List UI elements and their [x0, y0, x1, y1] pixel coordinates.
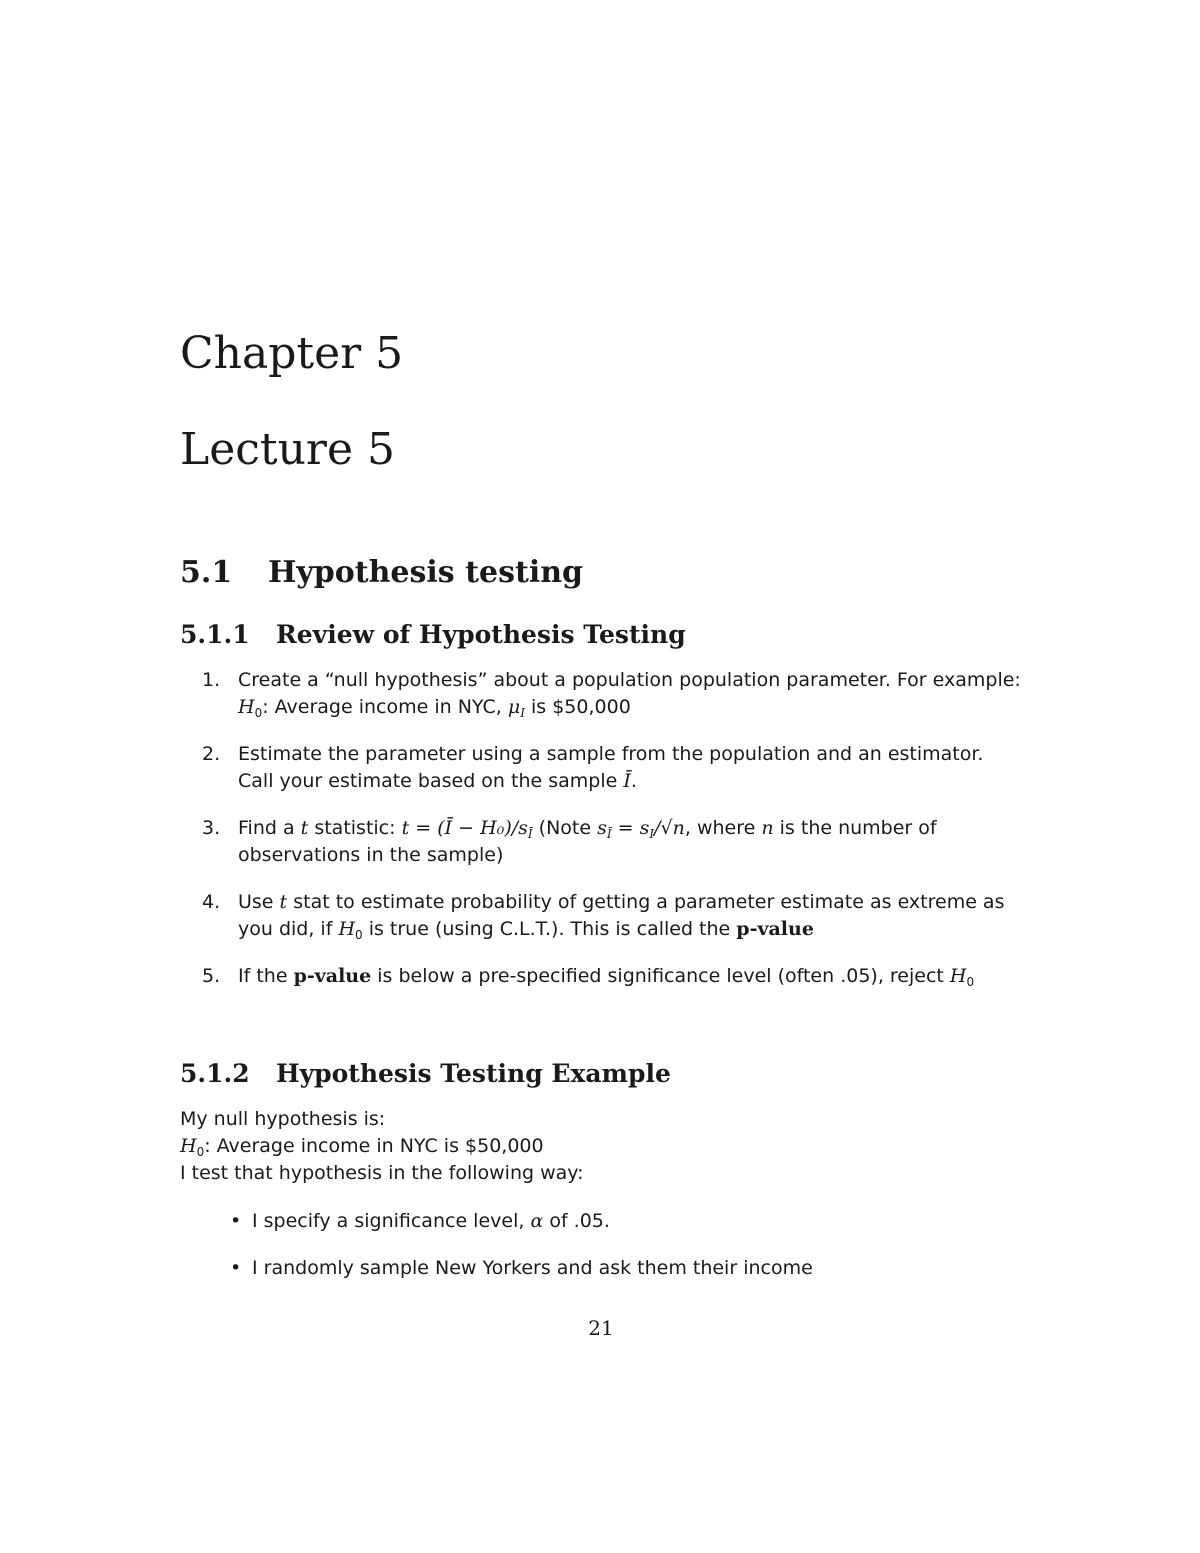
- lecture-heading: Lecture 5: [180, 424, 395, 475]
- list-item: [180, 815, 1022, 869]
- review-steps-list: [180, 667, 1022, 990]
- bullet-icon: •: [230, 1257, 242, 1279]
- list-item: [180, 1255, 1022, 1282]
- example-bullet-list: [180, 1208, 1022, 1282]
- t-formula: t = (Ī − H₀)/s: [401, 817, 528, 839]
- item-label: 1.: [202, 669, 221, 691]
- list-item: [180, 741, 1022, 795]
- item-body: is the number of observations in the sample): [238, 817, 937, 866]
- list-item: [180, 889, 1022, 943]
- bullet-icon: •: [230, 1210, 242, 1232]
- item-body: statistic:: [308, 817, 402, 839]
- item-label: 5.: [202, 965, 221, 987]
- item-body: Use: [238, 891, 280, 913]
- item-text: [238, 741, 1022, 795]
- item-body: If the: [238, 965, 294, 987]
- list-item: [180, 963, 1022, 990]
- item-body: Find a: [238, 817, 301, 839]
- section-heading: [180, 555, 584, 590]
- item-body: Estimate the parameter using a sample from the population and an estimator. Call your estimate based on the sample: [238, 743, 984, 792]
- example-paragraph: [180, 1106, 1022, 1187]
- paragraph-line: I test that hypothesis in the following way:: [180, 1162, 584, 1184]
- bullet-text: of .05.: [543, 1210, 610, 1232]
- subsection-title: Review of Hypothesis Testing: [276, 620, 686, 649]
- item-text: [238, 889, 1022, 943]
- h-subscript: 0: [254, 706, 263, 720]
- h-symbol: H: [949, 965, 967, 987]
- eq-symbol: = s: [611, 817, 650, 839]
- item-body: (Note: [532, 817, 598, 839]
- paragraph-h0-line: [180, 1133, 1022, 1160]
- t-symbol: t: [279, 891, 288, 913]
- item-h0-line: [238, 694, 1022, 721]
- item-tail: .: [630, 770, 637, 792]
- mu-subscript: I: [520, 706, 525, 720]
- page-number: 21: [588, 1316, 614, 1340]
- section-number: 5.1: [180, 555, 233, 590]
- item-body: , where: [684, 817, 762, 839]
- item-body: is below a pre-specified significance level (often .05), reject: [371, 965, 950, 987]
- paragraph-line: My null hypothesis is:: [180, 1108, 386, 1130]
- item-body: is true (using C.L.T.). This is called the: [362, 918, 737, 940]
- bullet-text: I specify a significance level,: [252, 1210, 531, 1232]
- p-value-term: p-value: [293, 965, 372, 987]
- sqrt-n: /√n: [654, 817, 685, 839]
- section-title: Hypothesis testing: [268, 555, 584, 590]
- t-symbol: t: [300, 817, 309, 839]
- subsection-number: 5.1.1: [180, 620, 250, 649]
- item-body: stat to estimate probability of getting a parameter estimate as extreme as you did, if: [238, 891, 1005, 940]
- h-subscript: 0: [196, 1145, 205, 1159]
- p-value-term: p-value: [736, 918, 814, 940]
- subsection-title: Hypothesis Testing Example: [276, 1059, 671, 1088]
- i-bar-symbol: Ī: [623, 770, 631, 792]
- subsection-number: 5.1.2: [180, 1059, 250, 1088]
- subsection-heading-1: [180, 622, 686, 647]
- n-symbol: n: [761, 817, 774, 839]
- item-label: 3.: [202, 817, 221, 839]
- page: [180, 0, 1022, 1553]
- item-label: 2.: [202, 743, 221, 765]
- h-symbol: H: [180, 1135, 197, 1157]
- subsection-heading-2: [180, 1061, 671, 1086]
- item-label: 4.: [202, 891, 221, 913]
- s-subscript: Ī: [606, 827, 612, 841]
- chapter-heading: Chapter 5: [180, 328, 404, 379]
- list-item: [180, 1208, 1022, 1235]
- h-symbol: H: [238, 696, 255, 718]
- item-text: Create a “null hypothesis” about a population population parameter. For example:: [238, 669, 1021, 691]
- s-subscript: I: [649, 827, 655, 841]
- h-symbol: H: [338, 918, 356, 940]
- alpha-symbol: α: [530, 1210, 544, 1232]
- s-symbol: s: [597, 817, 607, 839]
- h-subscript: 0: [355, 928, 363, 942]
- item-text: : Average income in NYC,: [262, 696, 508, 718]
- bullet-text: I randomly sample New Yorkers and ask them their income: [252, 1257, 813, 1279]
- list-item: [180, 667, 1022, 721]
- h-subscript: 0: [966, 975, 975, 989]
- mu-symbol: μ: [507, 696, 521, 718]
- formula-subscript: Ī: [527, 827, 533, 841]
- item-text: is $50,000: [524, 696, 631, 718]
- item-text: [238, 963, 1022, 990]
- item-text: [238, 815, 1022, 869]
- paragraph-line: : Average income in NYC is $50,000: [204, 1135, 544, 1157]
